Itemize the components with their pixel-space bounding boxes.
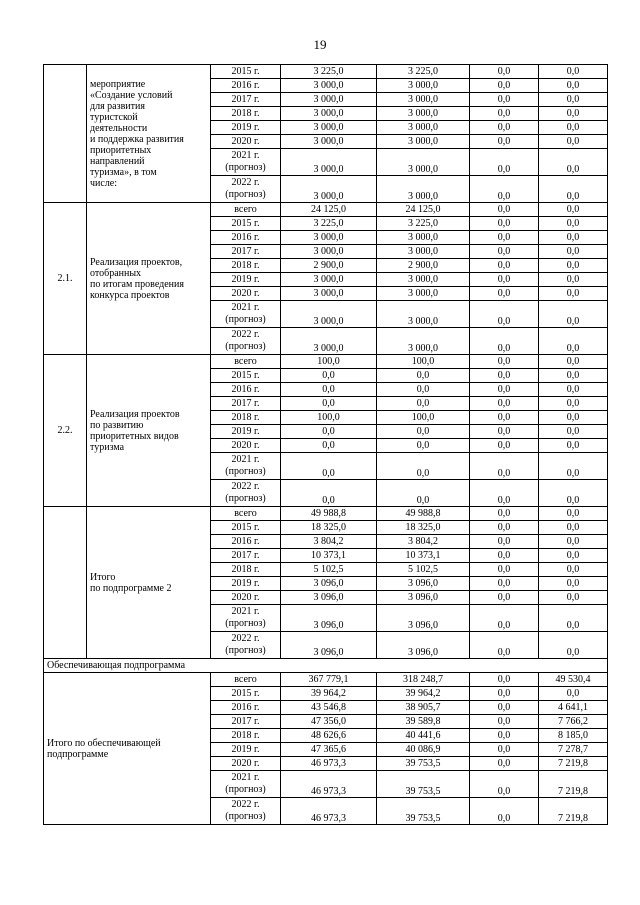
value-cell: 24 125,0 <box>377 203 470 217</box>
value-cell: 0,0 <box>470 632 539 659</box>
value-cell: 0,0 <box>470 369 539 383</box>
value-cell: 40 441,6 <box>377 729 470 743</box>
value-cell: 0,0 <box>539 521 608 535</box>
section-row <box>44 659 608 673</box>
value-cell: 0,0 <box>470 328 539 355</box>
year-cell: 2017 г. <box>211 397 281 411</box>
value-cell: 3 000,0 <box>377 231 470 245</box>
value-cell: 0,0 <box>539 369 608 383</box>
value-cell: 8 185,0 <box>539 729 608 743</box>
value-cell: 43 546,8 <box>281 701 377 715</box>
value-cell: 0,0 <box>281 383 377 397</box>
value-cell: 100,0 <box>377 411 470 425</box>
value-cell: 0,0 <box>539 632 608 659</box>
value-cell: 0,0 <box>470 149 539 176</box>
value-cell: 0,0 <box>281 397 377 411</box>
value-cell: 0,0 <box>539 439 608 453</box>
value-cell: 0,0 <box>539 383 608 397</box>
value-cell: 7 278,7 <box>539 743 608 757</box>
value-cell: 0,0 <box>539 605 608 632</box>
row-name: Реализация проектов по развитию приоритетных видов туризма <box>87 355 211 507</box>
value-cell: 10 373,1 <box>281 549 377 563</box>
value-cell: 0,0 <box>470 577 539 591</box>
value-cell: 0,0 <box>470 453 539 480</box>
row-name: Реализация проектов, отобранных по итогам проведения конкурса проектов <box>87 203 211 355</box>
value-cell: 0,0 <box>470 65 539 79</box>
value-cell: 0,0 <box>470 701 539 715</box>
value-cell: 0,0 <box>470 121 539 135</box>
year-cell: 2015 г. <box>211 217 281 231</box>
value-cell: 3 225,0 <box>377 65 470 79</box>
value-cell: 3 000,0 <box>377 93 470 107</box>
value-cell: 47 365,6 <box>281 743 377 757</box>
value-cell: 0,0 <box>539 480 608 507</box>
value-cell: 3 000,0 <box>377 176 470 203</box>
table-row <box>44 673 608 687</box>
value-cell: 39 753,5 <box>377 798 470 825</box>
value-cell: 0,0 <box>470 591 539 605</box>
value-cell: 0,0 <box>470 287 539 301</box>
value-cell: 0,0 <box>539 591 608 605</box>
value-cell: 0,0 <box>470 425 539 439</box>
row-number: 2.2. <box>44 355 87 507</box>
value-cell: 100,0 <box>281 355 377 369</box>
year-cell: 2018 г. <box>211 729 281 743</box>
value-cell: 3 096,0 <box>281 577 377 591</box>
value-cell: 0,0 <box>539 79 608 93</box>
value-cell: 47 356,0 <box>281 715 377 729</box>
year-cell: 2022 г. (прогноз) <box>211 632 281 659</box>
value-cell: 0,0 <box>470 535 539 549</box>
value-cell: 0,0 <box>539 453 608 480</box>
value-cell: 3 000,0 <box>281 301 377 328</box>
value-cell: 2 900,0 <box>377 259 470 273</box>
value-cell: 3 096,0 <box>281 605 377 632</box>
value-cell: 3 000,0 <box>281 107 377 121</box>
value-cell: 3 096,0 <box>281 632 377 659</box>
value-cell: 39 753,5 <box>377 757 470 771</box>
value-cell: 0,0 <box>281 425 377 439</box>
value-cell: 3 096,0 <box>377 591 470 605</box>
value-cell: 0,0 <box>539 563 608 577</box>
year-cell: 2017 г. <box>211 715 281 729</box>
value-cell: 3 804,2 <box>377 535 470 549</box>
value-cell: 0,0 <box>377 397 470 411</box>
value-cell: 0,0 <box>470 480 539 507</box>
section-title: Обеспечивающая подпрограмма <box>44 659 608 673</box>
value-cell: 0,0 <box>377 480 470 507</box>
value-cell: 3 000,0 <box>377 121 470 135</box>
year-cell: 2016 г. <box>211 535 281 549</box>
value-cell: 0,0 <box>539 149 608 176</box>
value-cell: 0,0 <box>539 107 608 121</box>
year-cell: 2021 г. (прогноз) <box>211 453 281 480</box>
value-cell: 0,0 <box>470 245 539 259</box>
value-cell: 3 000,0 <box>281 79 377 93</box>
value-cell: 3 000,0 <box>377 301 470 328</box>
year-cell: 2016 г. <box>211 701 281 715</box>
value-cell: 367 779,1 <box>281 673 377 687</box>
row-name: мероприятие «Создание условий для развития туристской деятельности и поддержка развития приоритетных направлений туризма», в том числе: <box>87 65 211 203</box>
value-cell: 0,0 <box>539 135 608 149</box>
table-row <box>44 507 608 521</box>
value-cell: 0,0 <box>539 549 608 563</box>
value-cell: 0,0 <box>281 480 377 507</box>
value-cell: 39 964,2 <box>281 687 377 701</box>
value-cell: 0,0 <box>377 369 470 383</box>
value-cell: 0,0 <box>539 217 608 231</box>
year-cell: 2016 г. <box>211 383 281 397</box>
value-cell: 0,0 <box>539 245 608 259</box>
year-cell: 2020 г. <box>211 287 281 301</box>
value-cell: 0,0 <box>539 355 608 369</box>
value-cell: 0,0 <box>470 687 539 701</box>
value-cell: 0,0 <box>539 687 608 701</box>
year-cell: 2020 г. <box>211 591 281 605</box>
value-cell: 0,0 <box>470 107 539 121</box>
year-cell: 2019 г. <box>211 425 281 439</box>
page-number: 19 <box>313 37 327 52</box>
value-cell: 3 096,0 <box>377 577 470 591</box>
year-cell: всего <box>211 355 281 369</box>
year-cell: всего <box>211 673 281 687</box>
value-cell: 3 096,0 <box>377 632 470 659</box>
value-cell: 3 000,0 <box>377 245 470 259</box>
value-cell: 3 000,0 <box>377 79 470 93</box>
value-cell: 3 000,0 <box>281 176 377 203</box>
value-cell: 0,0 <box>470 439 539 453</box>
value-cell: 5 102,5 <box>281 563 377 577</box>
value-cell: 0,0 <box>377 453 470 480</box>
row-name: Итого по подпрограмме 2 <box>87 507 211 659</box>
value-cell: 46 973,3 <box>281 757 377 771</box>
value-cell: 49 988,8 <box>281 507 377 521</box>
value-cell: 0,0 <box>539 65 608 79</box>
value-cell: 39 964,2 <box>377 687 470 701</box>
value-cell: 0,0 <box>539 287 608 301</box>
value-cell: 0,0 <box>470 798 539 825</box>
value-cell: 0,0 <box>470 743 539 757</box>
value-cell: 0,0 <box>281 439 377 453</box>
row-name: Итого по обеспечивающей подпрограмме <box>44 673 211 825</box>
value-cell: 0,0 <box>470 729 539 743</box>
year-cell: всего <box>211 203 281 217</box>
year-cell: 2015 г. <box>211 65 281 79</box>
year-cell: 2021 г. (прогноз) <box>211 605 281 632</box>
year-cell: 2020 г. <box>211 439 281 453</box>
value-cell: 3 225,0 <box>281 65 377 79</box>
value-cell: 3 096,0 <box>377 605 470 632</box>
year-cell: 2022 г. (прогноз) <box>211 176 281 203</box>
value-cell: 0,0 <box>470 231 539 245</box>
year-cell: 2021 г. (прогноз) <box>211 771 281 798</box>
value-cell: 48 626,6 <box>281 729 377 743</box>
value-cell: 0,0 <box>281 369 377 383</box>
value-cell: 3 000,0 <box>281 231 377 245</box>
value-cell: 0,0 <box>539 397 608 411</box>
value-cell: 4 641,1 <box>539 701 608 715</box>
year-cell: 2019 г. <box>211 121 281 135</box>
value-cell: 3 000,0 <box>281 135 377 149</box>
value-cell: 10 373,1 <box>377 549 470 563</box>
value-cell: 0,0 <box>539 425 608 439</box>
value-cell: 38 905,7 <box>377 701 470 715</box>
value-cell: 0,0 <box>539 231 608 245</box>
value-cell: 5 102,5 <box>377 563 470 577</box>
value-cell: 0,0 <box>470 549 539 563</box>
value-cell: 0,0 <box>470 673 539 687</box>
value-cell: 7 219,8 <box>539 798 608 825</box>
row-number <box>44 65 87 203</box>
year-cell: 2019 г. <box>211 743 281 757</box>
value-cell: 3 000,0 <box>281 273 377 287</box>
value-cell: 49 530,4 <box>539 673 608 687</box>
value-cell: 0,0 <box>539 577 608 591</box>
value-cell: 0,0 <box>470 135 539 149</box>
value-cell: 0,0 <box>539 535 608 549</box>
value-cell: 7 766,2 <box>539 715 608 729</box>
value-cell: 46 973,3 <box>281 771 377 798</box>
year-cell: 2018 г. <box>211 107 281 121</box>
value-cell: 0,0 <box>470 411 539 425</box>
value-cell: 7 219,8 <box>539 757 608 771</box>
year-cell: 2015 г. <box>211 687 281 701</box>
value-cell: 3 804,2 <box>281 535 377 549</box>
year-cell: 2021 г. (прогноз) <box>211 301 281 328</box>
value-cell: 0,0 <box>470 771 539 798</box>
value-cell: 40 086,9 <box>377 743 470 757</box>
value-cell: 18 325,0 <box>377 521 470 535</box>
year-cell: 2022 г. (прогноз) <box>211 798 281 825</box>
year-cell: 2018 г. <box>211 411 281 425</box>
value-cell: 0,0 <box>470 355 539 369</box>
value-cell: 318 248,7 <box>377 673 470 687</box>
year-cell: 2019 г. <box>211 577 281 591</box>
year-cell: 2017 г. <box>211 245 281 259</box>
value-cell: 0,0 <box>470 301 539 328</box>
value-cell: 3 000,0 <box>281 328 377 355</box>
value-cell: 0,0 <box>539 328 608 355</box>
value-cell: 7 219,8 <box>539 771 608 798</box>
value-cell: 0,0 <box>470 757 539 771</box>
value-cell: 3 096,0 <box>281 591 377 605</box>
table-row <box>44 65 608 79</box>
year-cell: 2015 г. <box>211 369 281 383</box>
row-number <box>44 507 87 659</box>
value-cell: 0,0 <box>470 203 539 217</box>
value-cell: 0,0 <box>470 273 539 287</box>
value-cell: 0,0 <box>470 79 539 93</box>
budget-table <box>43 64 608 825</box>
value-cell: 0,0 <box>377 439 470 453</box>
value-cell: 3 000,0 <box>377 287 470 301</box>
year-cell: 2017 г. <box>211 93 281 107</box>
value-cell: 0,0 <box>470 521 539 535</box>
year-cell: 2016 г. <box>211 231 281 245</box>
year-cell: 2019 г. <box>211 273 281 287</box>
year-cell: 2018 г. <box>211 259 281 273</box>
year-cell: 2021 г. (прогноз) <box>211 149 281 176</box>
value-cell: 0,0 <box>539 121 608 135</box>
value-cell: 0,0 <box>470 563 539 577</box>
table-row <box>44 355 608 369</box>
value-cell: 18 325,0 <box>281 521 377 535</box>
value-cell: 2 900,0 <box>281 259 377 273</box>
value-cell: 0,0 <box>281 453 377 480</box>
value-cell: 0,0 <box>470 176 539 203</box>
value-cell: 3 000,0 <box>377 328 470 355</box>
value-cell: 49 988,8 <box>377 507 470 521</box>
value-cell: 24 125,0 <box>281 203 377 217</box>
value-cell: 3 000,0 <box>281 93 377 107</box>
value-cell: 39 589,8 <box>377 715 470 729</box>
table-row <box>44 203 608 217</box>
value-cell: 0,0 <box>470 507 539 521</box>
value-cell: 3 225,0 <box>281 217 377 231</box>
year-cell: 2022 г. (прогноз) <box>211 480 281 507</box>
value-cell: 0,0 <box>470 605 539 632</box>
year-cell: 2017 г. <box>211 549 281 563</box>
year-cell: 2020 г. <box>211 757 281 771</box>
value-cell: 0,0 <box>539 301 608 328</box>
value-cell: 0,0 <box>539 259 608 273</box>
row-number: 2.1. <box>44 203 87 355</box>
year-cell: всего <box>211 507 281 521</box>
value-cell: 0,0 <box>470 383 539 397</box>
value-cell: 3 000,0 <box>377 107 470 121</box>
year-cell: 2020 г. <box>211 135 281 149</box>
value-cell: 0,0 <box>539 203 608 217</box>
value-cell: 39 753,5 <box>377 771 470 798</box>
value-cell: 3 000,0 <box>377 149 470 176</box>
value-cell: 3 000,0 <box>281 245 377 259</box>
value-cell: 3 000,0 <box>377 273 470 287</box>
value-cell: 0,0 <box>470 259 539 273</box>
year-cell: 2016 г. <box>211 79 281 93</box>
value-cell: 0,0 <box>470 397 539 411</box>
value-cell: 3 225,0 <box>377 217 470 231</box>
value-cell: 3 000,0 <box>377 135 470 149</box>
value-cell: 0,0 <box>470 217 539 231</box>
year-cell: 2018 г. <box>211 563 281 577</box>
value-cell: 0,0 <box>539 93 608 107</box>
value-cell: 0,0 <box>377 383 470 397</box>
year-cell: 2015 г. <box>211 521 281 535</box>
value-cell: 3 000,0 <box>281 121 377 135</box>
value-cell: 0,0 <box>539 507 608 521</box>
value-cell: 0,0 <box>539 411 608 425</box>
value-cell: 0,0 <box>539 273 608 287</box>
value-cell: 46 973,3 <box>281 798 377 825</box>
value-cell: 0,0 <box>539 176 608 203</box>
value-cell: 100,0 <box>377 355 470 369</box>
value-cell: 0,0 <box>470 715 539 729</box>
value-cell: 3 000,0 <box>281 287 377 301</box>
value-cell: 0,0 <box>470 93 539 107</box>
value-cell: 100,0 <box>281 411 377 425</box>
year-cell: 2022 г. (прогноз) <box>211 328 281 355</box>
table-body <box>44 65 608 825</box>
value-cell: 3 000,0 <box>281 149 377 176</box>
value-cell: 0,0 <box>377 425 470 439</box>
